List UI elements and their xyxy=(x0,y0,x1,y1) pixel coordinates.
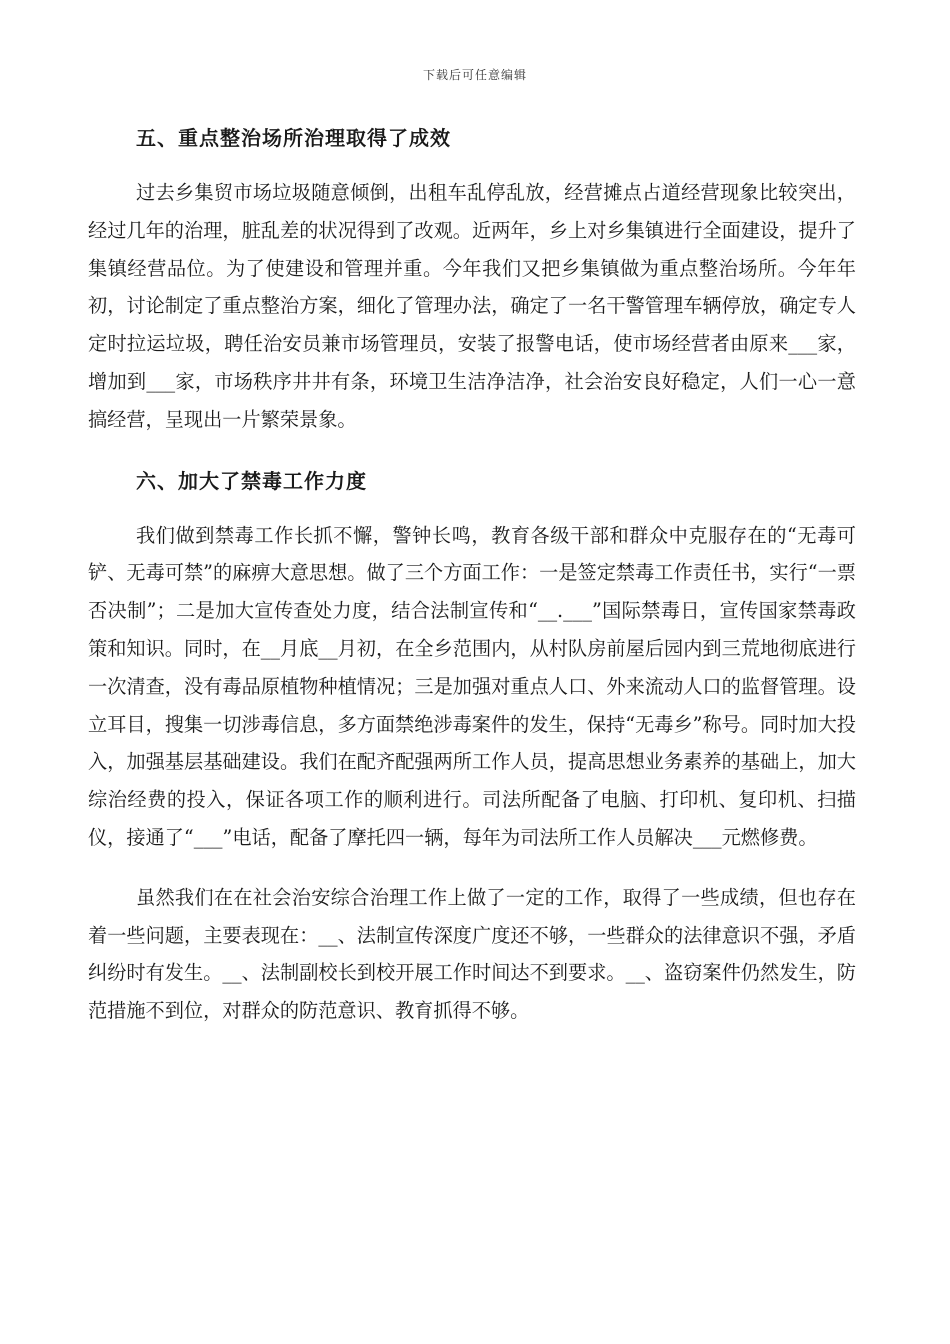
section-6-paragraph-1: 我们做到禁毒工作长抓不懈，警钟长鸣，教育各级干部和群众中克服存在的“无毒可铲、无毒可禁”的麻痹大意思想。做了三个方面工作：一是签定禁毒工作责任书，实行“一票否决制”；二是加大宣传查处力度，结合法制宣传和“__.___”国际禁毒日，宣传国家禁毒政策和知识。同时，在__月底__月初，在全乡范围内，从村队房前屋后园内到三荒地彻底进行一次清查，没有毒品原植物种植情况；三是加强对重点人口、外来流动人口的监督管理。设立耳目，搜集一切涉毒信息，多方面禁绝涉毒案件的发生，保持“无毒乡”称号。同时加大投入，加强基层基础建设。我们在配齐配强两所工作人员，提高思想业务素养的基础上，加大综治经费的投入，保证各项工作的顺利进行。司法所配备了电脑、打印机、复印机、扫描仪，接通了“___”电话，配备了摩托四一辆，每年为司法所工作人员解决___元燃修费。 xyxy=(88,523,856,849)
document-body xyxy=(88,118,856,1030)
section-6-paragraph-2: 虽然我们在在社会治安综合治理工作上做了一定的工作，取得了一些成绩，但也存在着一些问题，主要表现在：__、法制宣传深度广度还不够，一些群众的法律意识不强，矛盾纠纷时有发生。__、法制副校长到校开展工作时间达不到要求。__、盗窃案件仍然发生，防范措施不到位，对群众的防范意识、教育抓得不够。 xyxy=(88,885,856,1023)
section-5-paragraph-1: 过去乡集贸市场垃圾随意倾倒，出租车乱停乱放，经营摊点占道经营现象比较突出，经过几年的治理，脏乱差的状况得到了改观。近两年，乡上对乡集镇进行全面建设，提升了集镇经营品位。为了使建设和管理并重。今年我们又把乡集镇做为重点整治场所。今年年初，讨论制定了重点整治方案，细化了管理办法，确定了一名干警管理车辆停放，确定专人定时拉运垃圾，聘任治安员兼市场管理员，安装了报警电话，使市场经营者由原来___家，增加到___家，市场秩序井井有条，环境卫生洁净洁净，社会治安良好稳定，人们一心一意搞经营，呈现出一片繁荣景象。 xyxy=(88,181,856,431)
section-heading-5: 五、重点整治场所治理取得了成效 xyxy=(136,126,451,150)
section-heading-6: 六、加大了禁毒工作力度 xyxy=(136,468,367,493)
header-note: 下载后可任意编辑 xyxy=(422,68,527,82)
